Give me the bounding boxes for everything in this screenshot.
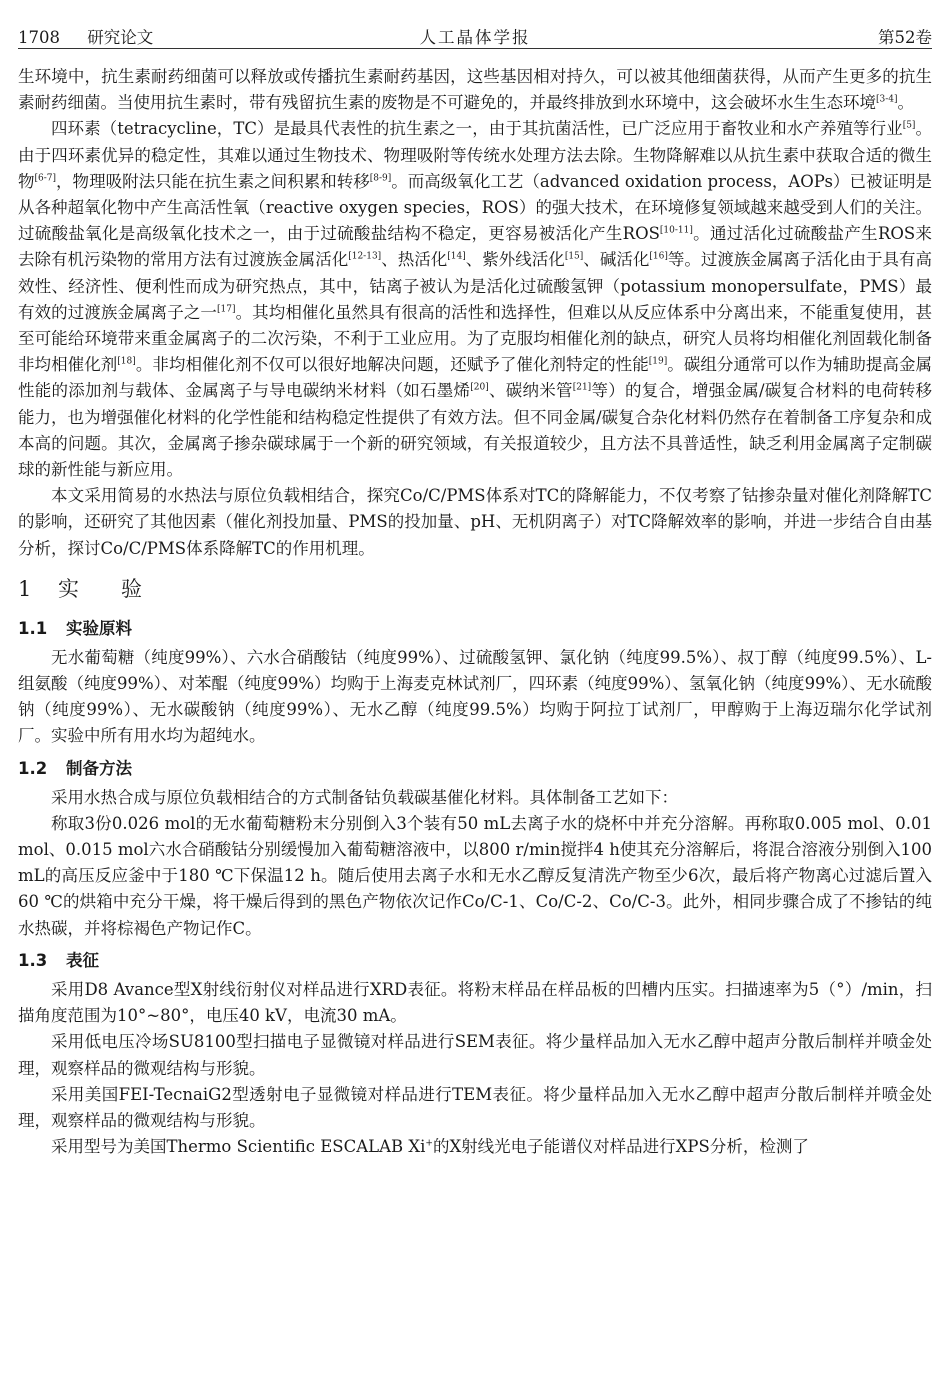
section-number: 1 xyxy=(18,576,32,601)
citation[interactable]: [16] xyxy=(649,251,668,262)
subsection-number: 1.2 xyxy=(18,758,48,778)
paragraph: 采用D8 Avance型X射线衍射仪对样品进行XRD表征。将粉末样品在样品板的凹槽内压实。扫描速率为5（°）/min，扫描角度范围为10°~80°，电压40 kV，电流30 mA。 xyxy=(18,979,932,1026)
citation[interactable]: [14] xyxy=(447,251,466,262)
paragraph: 采用美国FEI-TecnaiG2型透射电子显微镜对样品进行TEM表征。将少量样品加入无水乙醇中超声分散后制样并喷金处理，观察样品的微观结构与形貌。 xyxy=(18,1084,932,1130)
paragraph: 采用型号为美国Thermo Scientific ESCALAB Xi+的X射线光电子能谱仪对样品进行XPS分析，检测了 xyxy=(51,1137,809,1157)
paragraph: 本文采用简易的水热法与原位负载相结合，探究Co/C/PMS体系对TC的降解能力，不仅考察了钴掺杂量对催化剂降解TC的影响，还研究了其他因素（催化剂投加量、PMS的投加量、pH、无机阴离子）对TC降解效率的影响，并进一步结合自由基分析，探讨Co/C/PMS体系降解TC的作用机理。 xyxy=(18,486,932,558)
citation[interactable]: [21] xyxy=(572,382,592,393)
section-heading xyxy=(18,573,932,605)
citation[interactable]: [15] xyxy=(564,251,584,262)
subsection-number: 1.1 xyxy=(18,618,48,638)
page-number: 1708 xyxy=(18,28,60,47)
section-title: 实验 xyxy=(58,576,184,601)
paragraph: 采用水热合成与原位负载相结合的方式制备钴负载碳基催化材料。具体制备工艺如下： xyxy=(51,787,678,807)
subsection-title: 制备方法 xyxy=(66,758,132,778)
volume-label: 第52卷 xyxy=(878,28,932,47)
article-category: 研究论文 xyxy=(87,28,154,47)
paragraph: 称取3份0.026 mol的无水葡萄糖粉末分别倒入3个装有50 mL去离子水的烧杯中并充分溶解。再称取0.005 mol、0.01 mol、0.015 mol六水合硝酸钴分别缓慢加入葡萄糖溶液中，以800 r/min搅拌4 h使其充分溶解后，将混合溶液分别倒入100 mL的高压反应釜中于180 ℃下保温12 h。随后使用去离子水和无水乙醇反复清洗产物至少6次，最后将产物离心过滤后置入60 ℃的烘箱中充分干燥，将干燥后得到的黑色产物依次记作Co/C-1、Co/C-2、Co/C-3。此外，相同步骤合成了不掺钴的纯水热碳，并将棕褐色产物记作C。 xyxy=(18,813,932,938)
subsection-heading xyxy=(18,616,932,641)
journal-title: 人工晶体学报 xyxy=(419,28,531,47)
citation[interactable]: [20] xyxy=(470,382,489,393)
paragraph: 采用低电压冷场SU8100型扫描电子显微镜对样品进行SEM表征。将少量样品加入无水乙醇中超声分散后制样并喷金处理，观察样品的微观结构与形貌。 xyxy=(18,1032,932,1078)
citation[interactable]: [10-11] xyxy=(659,225,693,236)
citation[interactable]: [8-9] xyxy=(369,173,392,184)
paragraph: 四环素（tetracycline，TC）是最具代表性的抗生素之一，由于其抗菌活性，已广泛应用于畜牧业和水产养殖等行业[5]。由于四环素优异的稳定性，其难以通过生物技术、物理吸附等传统水处理方法去除。生物降解难以从抗生素中获取合适的微生物[6-7]，物理吸附法只能在抗生素之间积累和转移[8-9]。而高级氧化工艺（advanced oxidation process，AOPs）已被证明是从各种超氧化物中产生高活性氧（reactive oxygen species，ROS）的强大技术，在环境修复领域越来越受到人们的关注。过硫酸盐氧化是高级氧化技术之一，由于过硫酸盐结构不稳定，更容易被活化产生ROS[10-11]。通过活化过硫酸盐产生ROS来去除有机污染物的常用方法有过渡族金属活化[12-13]、热活化[14]、紫外线活化[15]、碱活化[16]等。过渡族金属离子活化由于具有高效性、经济性、便利性而成为研究热点，其中，钴离子被认为是活化过硫酸氢钾（potassium monopersulfate，PMS）最有效的过渡族金属离子之一[17]。其均相催化虽然具有很高的活性和选择性，但难以从反应体系中分离出来，不能重复使用，甚至可能给环境带来重金属离子的二次污染，不利于工业应用。为了克服均相催化剂的缺点，研究人员将均相催化剂固载化制备非均相催化剂[18]。非均相催化剂不仅可以很好地解决问题，还赋予了催化剂特定的性能[19]。碳组分通常可以作为辅助提高金属性能的添加剂与载体、金属离子与导电碳纳米材料（如石墨烯[20]、碳纳米管[21]等）的复合，增强金属/碳复合材料的电荷转移能力，也为增强催化材料的化学性能和结构稳定性提供了有效方法。但不同金属/碳复合杂化材料仍然存在着制备工序复杂和成本高的问题。其次，金属离子掺杂碳球属于一个新的研究领域，有关报道较少，且方法不具普适性，缺乏利用金属离子定制碳球的新性能与新应用。 xyxy=(18,119,933,480)
subsection-heading xyxy=(18,756,932,781)
citation[interactable]: [17] xyxy=(217,304,236,315)
subsection-title: 实验原料 xyxy=(66,618,132,638)
paragraph: 无水葡萄糖（纯度99%）、六水合硝酸钴（纯度99%）、过硫酸氢钾、氯化钠（纯度99.5%）、叔丁醇（纯度99.5%）、L-组氨酸（纯度99%）、对苯醌（纯度99%）均购于上海麦克林试剂厂，四环素（纯度99%）、氢氧化钠（纯度99%）、无水硫酸钠（纯度99%）、无水碳酸钠（纯度99%）、无水乙醇（纯度99.5%）均购于阿拉丁试剂厂，甲醇购于上海迈瑞尔化学试剂厂。实验中所有用水均为超纯水。 xyxy=(18,647,932,746)
citation[interactable]: [3-4] xyxy=(876,94,898,105)
citation[interactable]: [18] xyxy=(117,356,136,367)
article-body xyxy=(18,64,932,1160)
citation[interactable]: [19] xyxy=(648,356,668,367)
running-header xyxy=(18,18,932,49)
citation[interactable]: [5] xyxy=(902,120,916,131)
subsection-number: 1.3 xyxy=(18,950,48,970)
citation[interactable]: [6-7] xyxy=(34,173,57,184)
citation[interactable]: [12-13] xyxy=(348,251,382,262)
superscript: + xyxy=(425,1138,433,1149)
paragraph: 生环境中，抗生素耐药细菌可以释放或传播抗生素耐药基因，这些基因相对持久，可以被其他细菌获得，从而产生更多的抗生素耐药细菌。当使用抗生素时，带有残留抗生素的废物是不可避免的，并最终排放到水环境中，这会破坏水生生态环境[3-4]。 xyxy=(18,67,932,113)
subsection-title: 表征 xyxy=(66,950,99,970)
subsection-heading xyxy=(18,948,932,973)
